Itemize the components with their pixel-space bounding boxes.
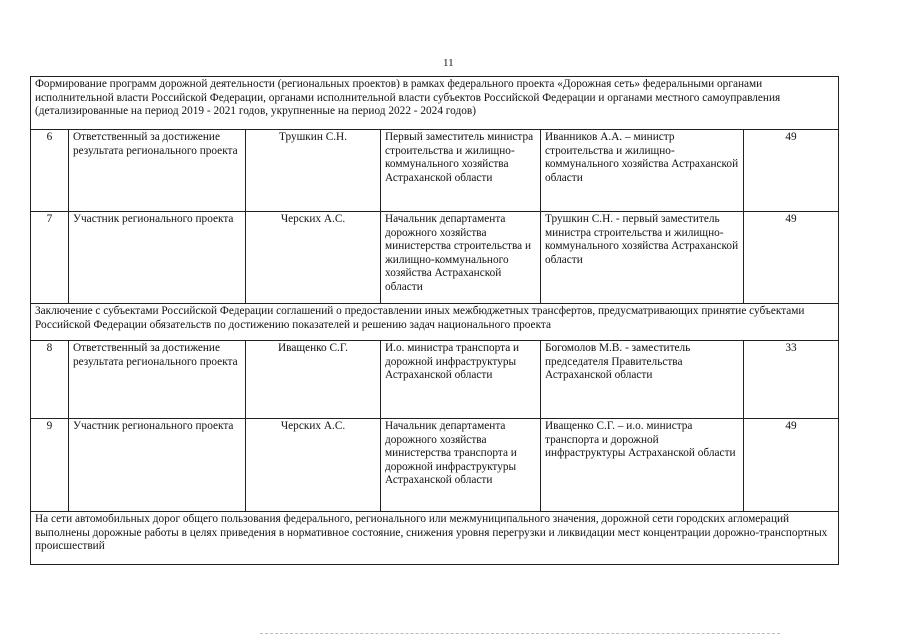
table-row [31, 212, 839, 304]
role-cell: Ответственный за достижение результата регионального проекта [69, 130, 246, 212]
section-row [31, 304, 839, 341]
supervisor-cell: Трушкин С.Н. - первый заместитель министра строительства и жилищно-коммунального хозяйства Астраханской области [541, 212, 744, 304]
row-number: 6 [31, 130, 69, 212]
section-title: Заключение с субъектами Российской Федерации соглашений о предоставлении иных межбюджетных трансфертов, предусматривающих принятие субъектами Российской Федерации обязательств по достижению показателей и решению задач национального проекта [31, 304, 839, 341]
name-cell: Трушкин С.Н. [246, 130, 381, 212]
role-cell: Ответственный за достижение результата регионального проекта [69, 341, 246, 419]
value-cell: 33 [744, 341, 839, 419]
table-row [31, 341, 839, 419]
section-title: На сети автомобильных дорог общего пользования федерального, регионального или межмуниципального значения, дорожной сети городских агломераций выполнены дорожные работы в целях приведения в нормативное состояние, снижения уровня перегрузки и ликвидации мест концентрации дорожно-транспортных происшествий [31, 512, 839, 565]
role-cell: Участник регионального проекта [69, 212, 246, 304]
name-cell: Черских А.С. [246, 212, 381, 304]
name-cell: Иващенко С.Г. [246, 341, 381, 419]
scan-artifact-divider [260, 633, 780, 636]
name-cell: Черских А.С. [246, 419, 381, 512]
position-cell: Начальник департамента дорожного хозяйства министерства строительства и жилищно-коммунального хозяйства Астраханской области [381, 212, 541, 304]
position-cell: И.о. министра транспорта и дорожной инфраструктуры Астраханской области [381, 341, 541, 419]
row-number: 9 [31, 419, 69, 512]
supervisor-cell: Богомолов М.В. - заместитель председателя Правительства Астраханской области [541, 341, 744, 419]
section-row [31, 512, 839, 565]
value-cell: 49 [744, 130, 839, 212]
row-number: 8 [31, 341, 69, 419]
section-title: Формирование программ дорожной деятельности (региональных проектов) в рамках федерального проекта «Дорожная сеть» федеральными органами исполнительной власти Российской Федерации, органами исполнительной власти субъектов Российской Федерации и органами местного самоуправления (детализированные на период 2019 - 2021 годов, укрупненные на период 2022 - 2024 годов) [31, 77, 839, 130]
table-row [31, 130, 839, 212]
supervisor-cell: Иванников А.А. – министр строительства и жилищно-коммунального хозяйства Астраханской области [541, 130, 744, 212]
value-cell: 49 [744, 212, 839, 304]
page-number: 11 [443, 57, 454, 69]
position-cell: Начальник департамента дорожного хозяйства министерства транспорта и дорожной инфраструктуры Астраханской области [381, 419, 541, 512]
row-number: 7 [31, 212, 69, 304]
section-row [31, 77, 839, 130]
position-cell: Первый заместитель министра строительства и жилищно-коммунального хозяйства Астраханской области [381, 130, 541, 212]
role-cell: Участник регионального проекта [69, 419, 246, 512]
value-cell: 49 [744, 419, 839, 512]
supervisor-cell: Иващенко С.Г. – и.о. министра транспорта и дорожной инфраструктуры Астраханской области [541, 419, 744, 512]
table-row [31, 419, 839, 512]
project-participants-table [30, 76, 839, 565]
